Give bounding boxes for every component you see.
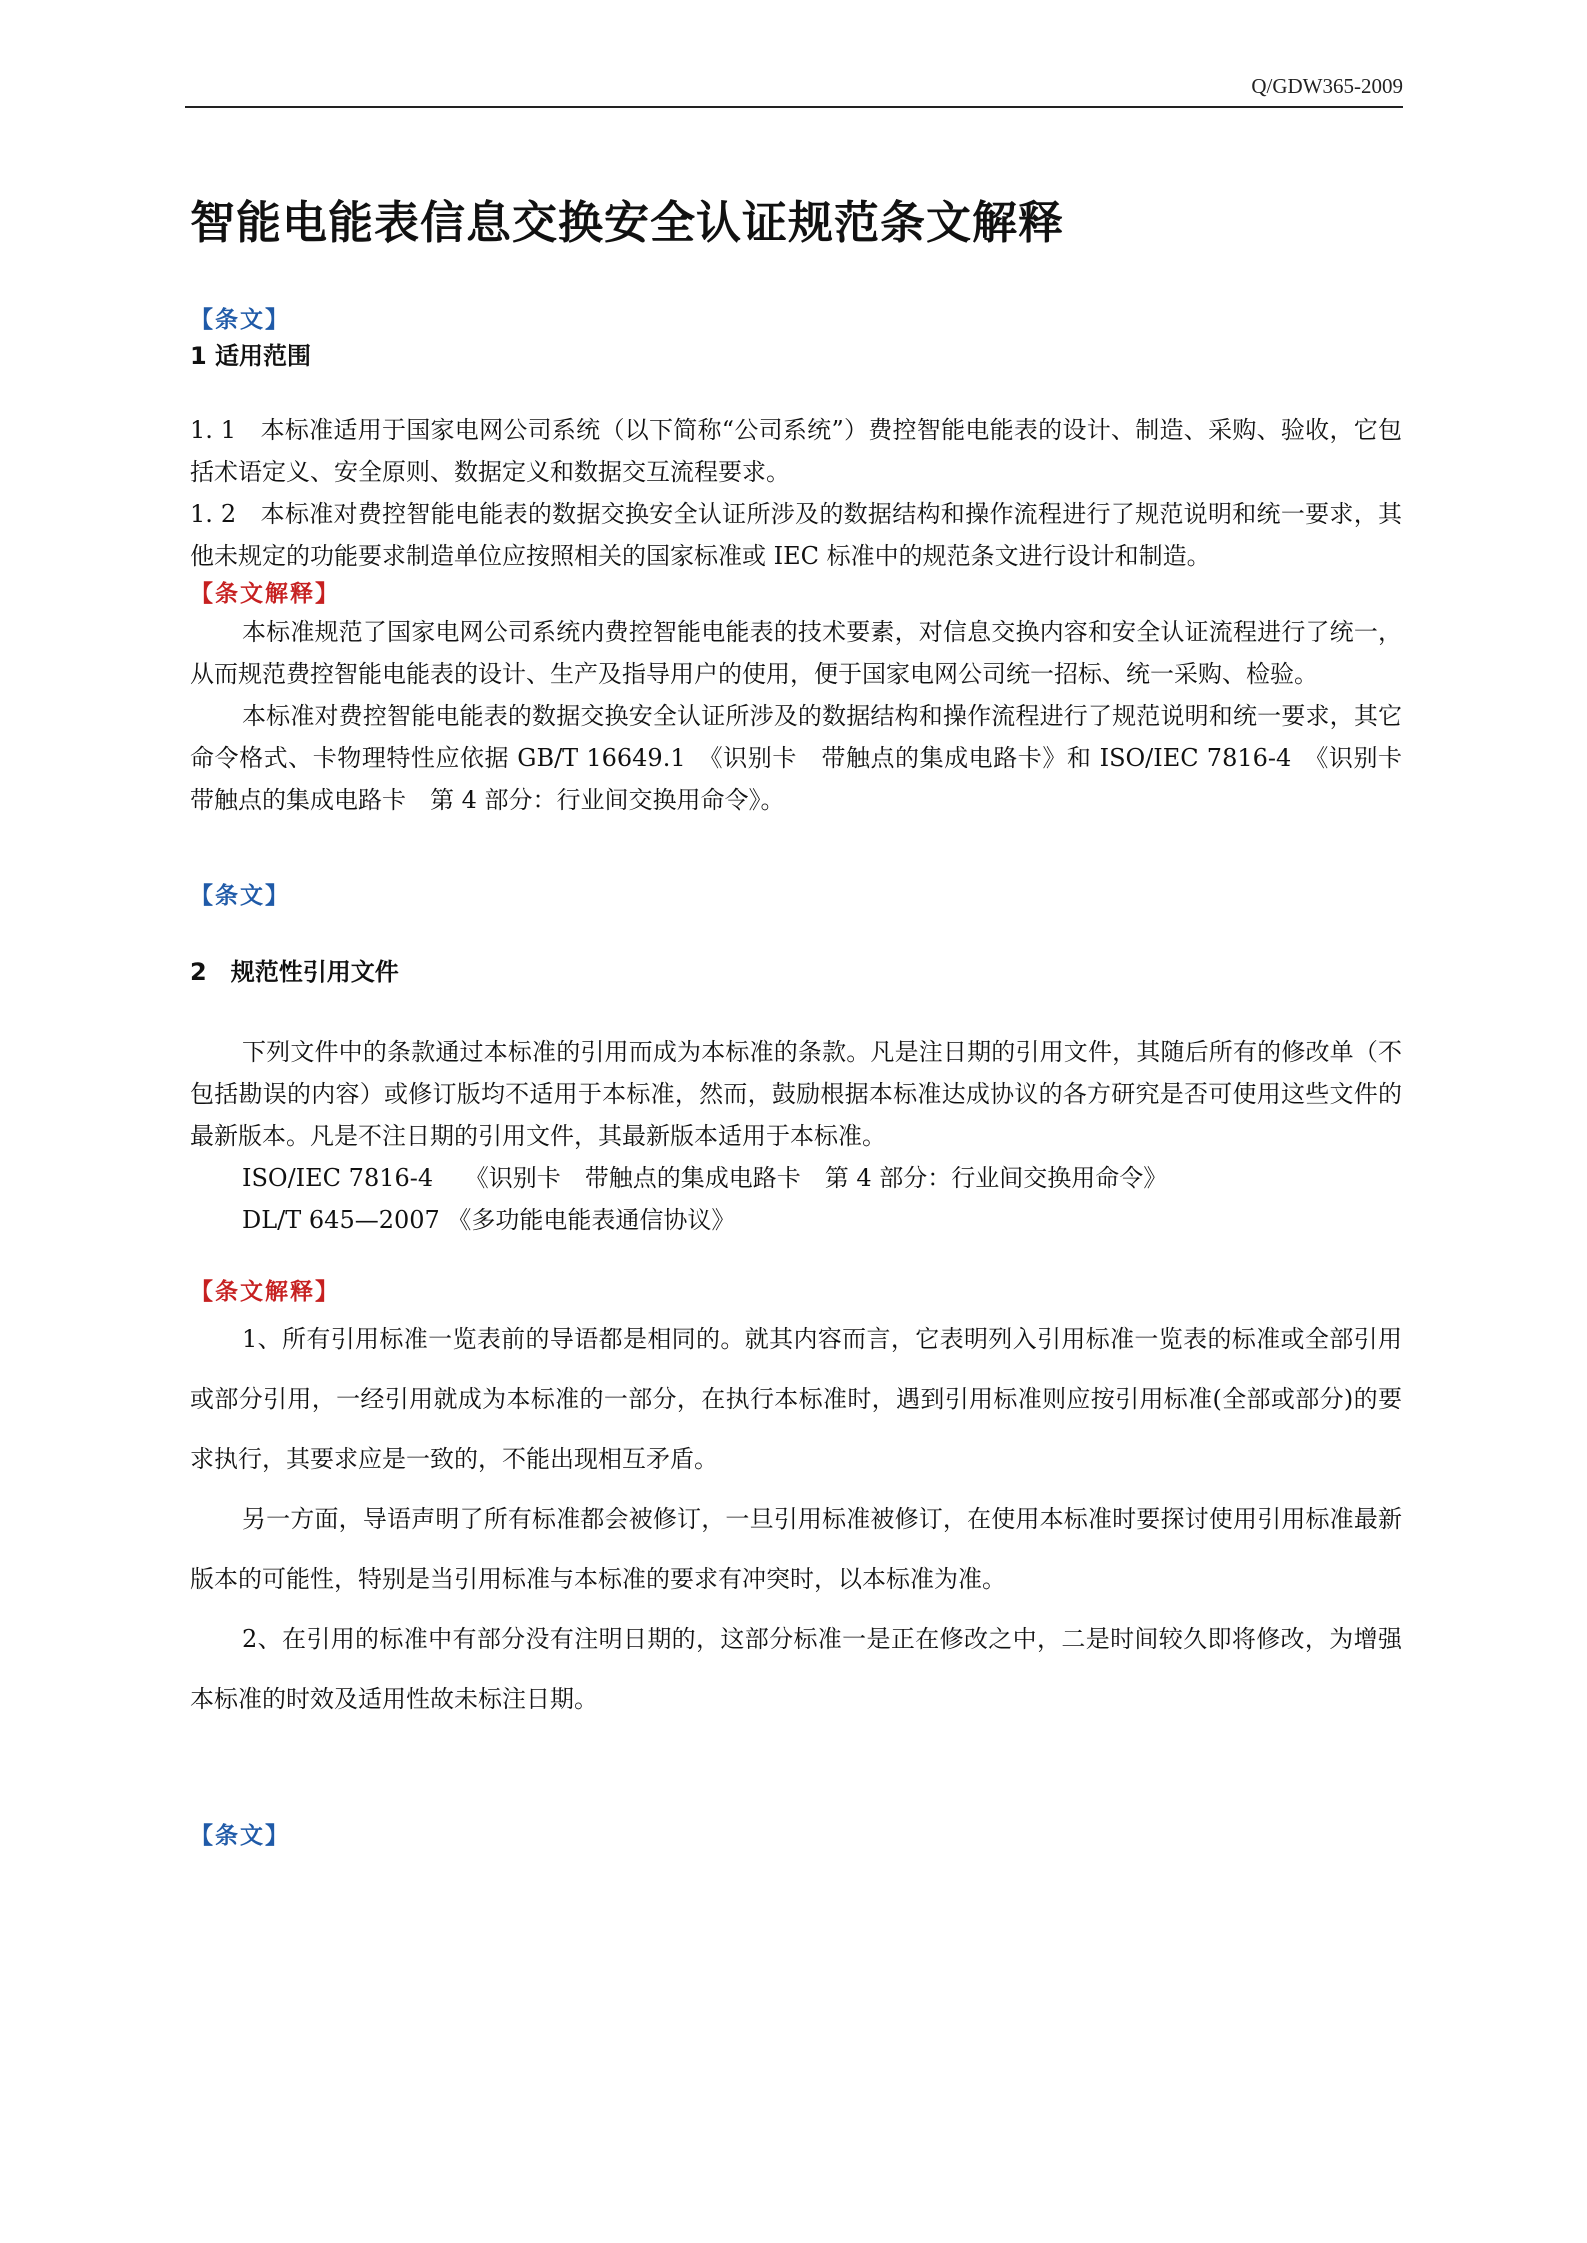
document-title: 智能电能表信息交换安全认证规范条文解释	[190, 196, 1065, 249]
explanation-paragraph: 另一方面，导语声明了所有标准都会被修订，一旦引用标准被修订，在使用本标准时要探讨使用引用标准最新版本的可能性，特别是当引用标准与本标准的要求有冲突时，以本标准为准。	[190, 1505, 1402, 1593]
section-2-heading: 2 规范性引用文件	[190, 958, 399, 986]
reference-item: ISO/IEC 7816-4 《识别卡 带触点的集成电路卡 第 4 部分：行业间交换用命令》	[242, 1164, 1168, 1192]
clause-tag: 【条文】	[190, 1823, 290, 1849]
clause-1-2: 1. 2 本标准对费控智能电能表的数据交换安全认证所涉及的数据结构和操作流程进行了规范说明和统一要求，其他未规定的功能要求制造单位应按照相关的国家标准或 IEC 标准中的规范条文进行设计和制造。	[190, 500, 1402, 570]
section-1-heading: 1 适用范围	[190, 342, 312, 370]
clause-1-1: 1. 1 本标准适用于国家电网公司系统（以下简称“公司系统”）费控智能电能表的设计、制造、采购、验收，它包括术语定义、安全原则、数据定义和数据交互流程要求。	[190, 416, 1402, 486]
explanation-tag: 【条文解释】	[190, 581, 340, 607]
explanation-paragraph: 2、在引用的标准中有部分没有注明日期的，这部分标准一是正在修改之中，二是时间较久即将修改，为增强本标准的时效及适用性故未标注日期。	[190, 1625, 1402, 1713]
explanation-paragraph: 本标准规范了国家电网公司系统内费控智能电能表的技术要素，对信息交换内容和安全认证流程进行了统一，从而规范费控智能电能表的设计、生产及指导用户的使用，便于国家电网公司统一招标、统一采购、检验。	[190, 618, 1402, 688]
clause-tag: 【条文】	[190, 307, 290, 333]
explanation-tag: 【条文解释】	[190, 1279, 340, 1305]
explanation-paragraph: 本标准对费控智能电能表的数据交换安全认证所涉及的数据结构和操作流程进行了规范说明和统一要求，其它命令格式、卡物理特性应依据 GB/T 16649.1 《识别卡 带触点的集成电路卡》和 ISO/IEC 7816-4 《识别卡 带触点的集成电路卡 第 4 部分：行业间交换用命令》。	[190, 702, 1426, 814]
document-body	[190, 186, 1426, 1853]
clause-tag: 【条文】	[190, 883, 290, 909]
document-code: Q/GDW365-2009	[1251, 74, 1403, 98]
clause-2-text: 下列文件中的条款通过本标准的引用而成为本标准的条款。凡是注日期的引用文件，其随后所有的修改单（不包括勘误的内容）或修订版均不适用于本标准，然而，鼓励根据本标准达成协议的各方研究是否可使用这些文件的最新版本。凡是不注日期的引用文件，其最新版本适用于本标准。	[190, 1038, 1402, 1150]
explanation-paragraph: 1、所有引用标准一览表前的导语都是相同的。就其内容而言，它表明列入引用标准一览表的标准或全部引用或部分引用，一经引用就成为本标准的一部分，在执行本标准时，遇到引用标准则应按引用标准(全部或部分)的要求执行，其要求应是一致的，不能出现相互矛盾。	[190, 1325, 1402, 1473]
reference-item: DL/T 645—2007 《多功能电能表通信协议》	[242, 1206, 736, 1234]
page-header	[185, 72, 1403, 108]
